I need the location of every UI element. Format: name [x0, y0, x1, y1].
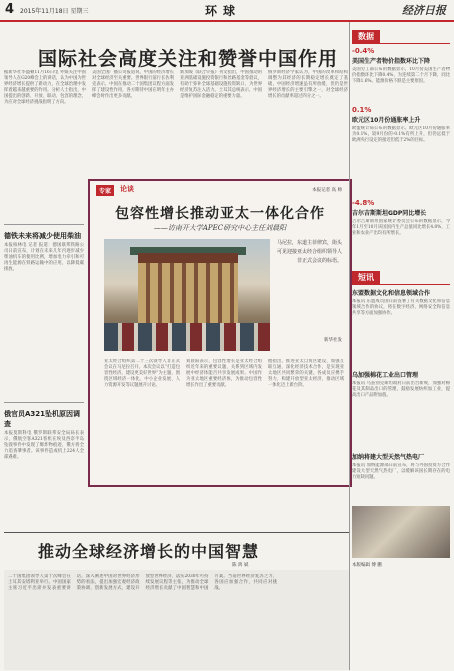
page-editor-credit: 本版编辑 傅 鹏 — [352, 563, 382, 568]
article-column-1: 据新华社华盛顿11月16日电 外媒关注中国领导人在G20峰会上的讲话，认为中国为世界经济增长提供了新动力，在全球治理中发挥着越来越重要的作用。分析人士指出，中国提出的创新、开放、联动、包容的理念，为应对全球经济挑战指明了方向。 — [4, 70, 86, 105]
news-photo — [352, 506, 450, 558]
news-section-header — [352, 265, 450, 285]
bottom-article-text: 二十国集团领导人第十次峰会在土耳其安塔利亚举行。中国国家主席习近平出席并发表重要讲话，深入阐述中国对世界经济形势的看法，提出加强宏观经济政策协调、创新发展方式、建设开放型世界经济、落实2030年可持续发展议程等主张，为推动全球经济增长贡献了中国智慧和中国方案。当前世界经济复苏乏力，各国应加强合作，共同应对挑战。 — [8, 574, 278, 591]
article-column-4: 俄罗斯经济学家认为，中国的改革和结构调整为其经济的长期稳定增长奠定了基础，中国经济增速虽有所放缓，但仍是世界经济增长的主要引擎之一，对全球经济增长的贡献率超过四分之一。 — [268, 70, 348, 99]
story-diesel — [4, 228, 84, 398]
divider — [4, 224, 84, 225]
news-text-3: 本报讯 加纳能源部日前宣布，将与外国投资方合作建设大型天然气热电厂，以缓解该国长期存在的电力短缺问题。 — [352, 463, 450, 480]
photo-credit: 新华社发 — [324, 338, 342, 343]
feature-title: 包容性增长推动亚太一体化合作 — [115, 206, 325, 222]
data-title-1: 美国生产者物价指数环比下降 — [352, 58, 431, 65]
data-text-1: 美国劳工部公布的数据显示，10月份美国生产者物价指数环比下降0.4%，为连续第二个月下降，同比下降1.6%。能源价格下跌是主要原因。 — [352, 67, 450, 84]
data-value-1: -0.4% — [352, 47, 375, 55]
feature-interview-box — [88, 179, 352, 487]
news-title-2: 乌加强棉花工业出口管理 — [352, 372, 419, 379]
data-value-3: -4.8% — [352, 199, 375, 207]
news-title-1: 东盟数据文化和信息领域合作 — [352, 290, 431, 297]
data-text-2: 欧盟统计局公布的数据显示，欧元区10月份通胀率为0.1%，较9月份的-0.1%有所上升，但仍远低于欧洲央行设定的接近但低于2%的目标。 — [352, 126, 450, 143]
data-title-3: 吉尔吉斯斯坦GDP同比增长 — [352, 210, 427, 217]
story-crash-title: 俄官员A321坠机原因调查 — [4, 410, 81, 428]
divider — [4, 532, 350, 533]
sidebar — [352, 22, 450, 670]
story-diesel-text: 本报柏林电 记者 报道：德国联邦铁路公司日前宣布，计划在未来几年内逐步减少柴油机车的使用比例，增加电力牵引和可再生能源在铁路运输中的应用，以降低碳排放。 — [4, 243, 84, 272]
main-headline: 国际社会高度关注和赞誉中国作用 — [38, 48, 339, 70]
story-crash — [4, 406, 84, 526]
article-column-3: 新加坡《联合早报》刊文指出，中国推动的亚洲基础设施投资银行和丝路基金等倡议，有助于弥补全球基础设施投资缺口，为世界经济复苏注入活力。土耳其总统表示，中国是维护国际金融稳定的重要力量。 — [180, 70, 262, 99]
divider — [4, 402, 84, 403]
masthead-logo: 经济日报 — [402, 4, 446, 17]
news-tag: 短讯 — [352, 271, 380, 284]
article-column-2: 美国全国广播公司报道说，中国的经济增长对全球经济至关重要。世界银行前行长佐利克表示，中国在推动二十国集团议程方面发挥了建设性作用，各方期待中国在明年主办峰会时作出更多贡献。 — [92, 70, 174, 99]
photo-caption: 马尼拉，东道主菲律宾，街头可见迎接亚太经合组织领导人非正式会议的标语。 — [276, 240, 342, 264]
bottom-headline: 推动全球经济增长的中国智慧 — [38, 542, 260, 561]
feature-tag: 专家 — [96, 185, 114, 196]
feature-byline: 本报记者 高 帅 — [312, 188, 342, 193]
data-text-3: 吉尔吉斯斯坦国家统计委员会公布的数据显示，今年1月至10月该国国内生产总值同比增长4.8%，工业和农业产出均有所增长。 — [352, 219, 450, 236]
feature-body-middle: 刘晨阳表示，包容性增长是亚太经合组织近年来的重要议题，关系到区域内发展中经济体能否共享发展成果。中国作为亚太地区重要经济体，为推动包容性增长作出了重要贡献。 — [186, 359, 262, 388]
news-text-1: 本报讯 东盟成员国日前签署了有关数据文化和信息领域合作的协议，将在数字经济、网络安全和信息共享等方面加强协作。 — [352, 299, 450, 316]
photo-street-traffic — [104, 323, 270, 351]
photo-archway — [138, 253, 238, 325]
issue-date: 2015年11月18日 星期三 — [20, 8, 89, 15]
feature-photo — [104, 239, 270, 351]
sidebar-divider — [349, 22, 350, 670]
page-number: 4 — [5, 2, 15, 17]
section-title: 环球 — [205, 4, 242, 18]
feature-subtitle: ——访南开大学APEC研究中心主任刘晨阳 — [153, 224, 287, 232]
data-tag: 数据 — [352, 30, 380, 43]
feature-body-left: 亚太经合组织第二十三次领导人非正式会议在马尼拉召开。本次会议以“打造包容性经济，建设更美好世界”为主题，围绕区域经济一体化、中小企业发展、人力资源开发等议题展开讨论。 — [104, 359, 180, 388]
story-diesel-title: 德铁未来将减少使用柴油 — [4, 232, 81, 240]
data-value-2: 0.1% — [352, 106, 372, 114]
feature-body-right: 他指出，推进亚太自贸区建设、加强互联互通、深化经济技术合作，是实现亚太地区共同繁荣的关键。各成员应携手努力，构建开放型亚太经济，推动区域一体化迈上新台阶。 — [268, 359, 344, 388]
story-crash-text: 本报莫斯科电 俄罗斯联邦安全局局长表示，俄航空客A321客机在埃及西奈半岛坠毁事件中发现了爆炸物痕迹，俄方将全力追查肇事者。该事件造成机上224人全部遇难。 — [4, 431, 84, 460]
page-header — [0, 0, 454, 22]
data-title-2: 欧元区10月份通胀率上升 — [352, 117, 421, 124]
news-text-2: 本报讯 乌兹别克斯坦政府日前出台新规，加强对棉花及其制品出口的管理，鼓励发展纺织加工业，提高出口产品附加值。 — [352, 381, 450, 398]
news-title-3: 加纳将建大型天然气热电厂 — [352, 454, 425, 461]
data-section-header — [352, 24, 450, 44]
feature-tag-talk: 论谈 — [120, 185, 134, 193]
bottom-byline: 陈 鸿 斌 — [232, 563, 249, 568]
